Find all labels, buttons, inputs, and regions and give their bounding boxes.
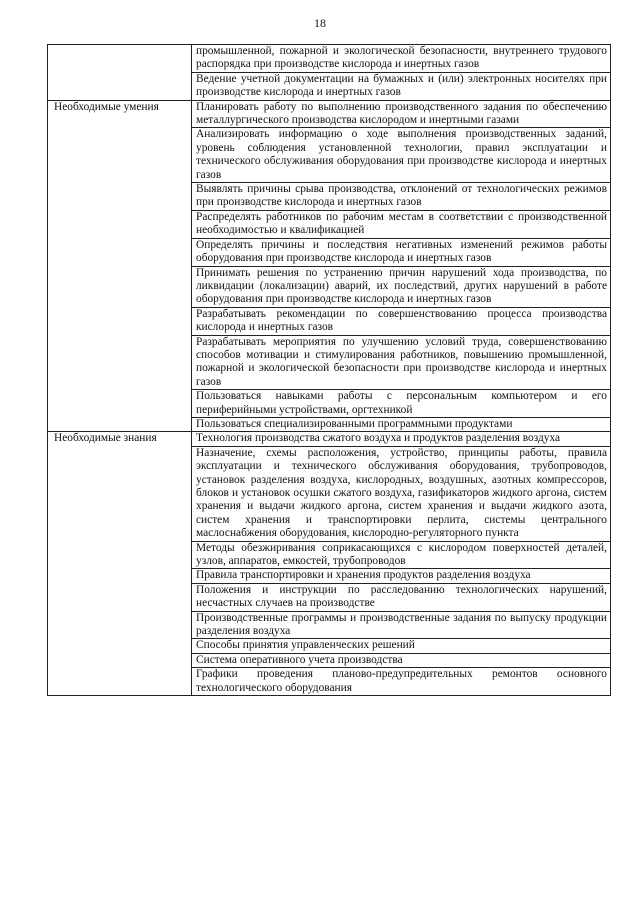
requirement-text-cell: Правила транспортировки и хранения продуктов разделения воздуха (192, 569, 611, 583)
table-row (48, 432, 611, 446)
requirement-text-cell: Способы принятия управленческих решений (192, 639, 611, 653)
requirement-text-cell: Система оперативного учета производства (192, 653, 611, 667)
requirement-text-cell: Анализировать информацию о ходе выполнения производственных заданий, уровень соблюдения установленной технологии, правил эксплуатации и технического обслуживания оборудования при производстве кислорода и инертных газов (192, 128, 611, 183)
table-row (48, 45, 611, 73)
qualification-table (47, 44, 611, 696)
requirement-text-cell: Разрабатывать рекомендации по совершенствованию процесса производства кислорода и инертных газов (192, 307, 611, 335)
requirement-text-cell: Разрабатывать мероприятия по улучшению условий труда, совершенствованию способов мотивации и стимулирования работников, повышению промышленной, пожарной и экологической безопасности при производстве кислорода и инертных газов (192, 335, 611, 390)
table-body (48, 45, 611, 696)
requirement-text-cell: Пользоваться специализированными программными продуктами (192, 417, 611, 431)
requirement-text-cell: Ведение учетной документации на бумажных и (или) электронных носителях при производстве кислорода и инертных газов (192, 72, 611, 100)
section-label-cell (48, 45, 192, 101)
requirement-text-cell: промышленной, пожарной и экологической безопасности, внутреннего трудового распорядка при производстве кислорода и инертных газов (192, 45, 611, 73)
requirement-text-cell: Распределять работников по рабочим местам в соответствии с производственной необходимостью и квалификацией (192, 210, 611, 238)
requirement-text-cell: Назначение, схемы расположения, устройство, принципы работы, правила эксплуатации и технического обслуживания оборудования, трубопроводов, установок разделения воздуха, кислородных, воздушных, азотных компрессоров, блоков и установок осушки сжатого воздуха, газификаторов жидкого аргона, систем хранения и выдачи жидкого аргона, систем хранения и выдачи жидкого азота, систем хранения и транспортировки перлита, системы центрального маслоснабжения оборудования, кислородно-регуляторного пункта (192, 446, 611, 541)
requirement-text-cell: Методы обезжиривания соприкасающихся с кислородом поверхностей деталей, узлов, аппаратов, емкостей, трубопроводов (192, 541, 611, 569)
requirement-text-cell: Производственные программы и производственные задания по выпуску продукции разделения воздуха (192, 611, 611, 639)
page-number: 18 (314, 16, 326, 30)
requirement-text-cell: Пользоваться навыками работы с персональным компьютером и его периферийными устройствами, оргтехникой (192, 390, 611, 418)
section-label-cell: Необходимые знания (48, 432, 192, 696)
section-label-cell: Необходимые умения (48, 100, 192, 432)
table-row (48, 100, 611, 128)
requirement-text-cell: Определять причины и последствия негативных изменений режимов работы оборудования при производстве кислорода и инертных газов (192, 238, 611, 266)
requirement-text-cell: Технология производства сжатого воздуха и продуктов разделения воздуха (192, 432, 611, 446)
requirement-text-cell: Принимать решения по устранению причин нарушений хода производства, по ликвидации (локализации) аварий, их последствий, других нарушений в работе оборудования при производстве кислорода и инертных газов (192, 266, 611, 307)
requirement-text-cell: Положения и инструкции по расследованию технологических нарушений, несчастных случаев на производстве (192, 583, 611, 611)
requirement-text-cell: Планировать работу по выполнению производственного задания по обеспечению металлургического производства кислородом и инертными газами (192, 100, 611, 128)
requirement-text-cell: Выявлять причины срыва производства, отклонений от технологических режимов при производстве кислорода и инертных газов (192, 183, 611, 211)
requirement-text-cell: Графики проведения планово-предупредительных ремонтов основного технологического оборудования (192, 668, 611, 696)
